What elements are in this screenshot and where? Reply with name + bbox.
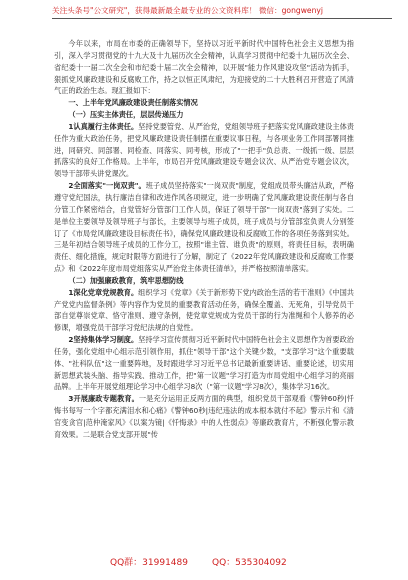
item-3-heading: 1深化党章党规教育。 xyxy=(68,287,139,297)
item-5-heading: 3开展廉政专题教育。 xyxy=(68,394,139,404)
item-2-paragraph xyxy=(54,180,354,275)
item-4-text: 坚持学习宣传贯彻习近平新时代中国特色社会主义思想作为首要政治任务，强化党组中心组示范引领作用，抓住"领导干部"这个关键少数，"支部学习"这个重要载体、"社科队伍"这一重要阵地，及时跟进学习习近平总书记最新重要讲话、重要论述，切实用新思想武装头脑、指导实践、推动工作，把"第一议题"学习打造为市局党组中心组学习的亮丽品牌。上半年开展党组理论学习中心组学习8次（"第一议题"学习8次），集体学习16次。 xyxy=(54,335,354,392)
item-5-paragraph xyxy=(54,393,354,440)
document-body xyxy=(54,38,354,441)
item-5-text: 一是充分运用正反两方面的典型，组织党员干部观看《警钟60秒|忏悔书每写一个字都充满泪水和心痛》《警钟60秒|违纪违法的成本根本就付不起》警示片和《清官变贪官|范仲淹家风》《以案为镜|《忏悔录》中的人性弱点》等廉政教育片，不断强化警示教育效果。二是联合党支部开展"传 xyxy=(54,394,354,439)
item-2-text: 班子成员坚持落实"一岗双责"制度，党组成员带头廉洁从政，严格遵守党纪国法，执行廉洁自律和改进作风各项规定，进一步明确了党风廉政建设责任制与各自分管工作紧密结合，自觉管好分管部门工作人员，保证了领导干部"一岗双责"落到了实处。二是单位主要领导及领导班子与部长，主要领导与班子成员，班子成员与分管部室负责人分别签订了《市局党风廉政建设目标责任书》，确保党风廉政建设和反腐败工作的各项任务落到实处。三是年初结合领导班子成员的工作分工，按照"谁主管、谁负责"的原则，将责任目标，表明确责任、细化措施，规定时限等方面进行了分解，制定了《2022年党风廉政建设和反腐败工作要点》和《2022年度市局党组落实从严治党主体责任清单》，并严格按照清单落实。 xyxy=(54,181,354,274)
footer-bar xyxy=(0,555,408,569)
item-3-text: 组织学习《党章》《关于新形势下党内政治生活的若干准则》《中国共产党党内监督条例》等内容作为党员的重要教育活动任务，确保全覆盖、无死角，引导党员干部自觉尊崇党章、恪守准则、遵守条例，使党章党规成为党员干部的行为准绳和个人修养的必修课，增强党员干部学习党纪法规的自觉性。 xyxy=(54,287,354,333)
footer-qq: QQ：535304092 xyxy=(212,558,287,568)
item-2-heading: 2全面落实"一岗双责"。 xyxy=(68,181,146,191)
item-1-heading: 1认真履行主体责任。 xyxy=(68,121,139,131)
item-3-paragraph xyxy=(54,287,354,334)
footer-qq-group: QQ群：31991489 xyxy=(110,558,188,568)
item-1-paragraph xyxy=(54,121,354,180)
item-1-text: 坚持党要管党、从严治党，党组领导班子把落实党风廉政建设主体责任作为重大政治任务，把党风廉政建设责任制摆在重要议事日程，与各项业务工作同部署同推进，同研究、同部署、同检查、同落实、同考核，形成了"一把手"负总责、一级抓一级、层层抓落实的良好工作格局。上半年，市局召开党风廉政建设专题会议次、从严治党专题会议次，领导干部带头讲党课次。 xyxy=(54,121,354,179)
banner-text: 关注头条号"公文研究"，获得最新最全最专业的公文资料库！ 微信：gongwenyj xyxy=(52,5,392,19)
subsection-2-title: （二）加强廉政教育，筑牢思想防线 xyxy=(68,275,184,285)
subsection-1-title: （一）压实主体责任，层层传递压力 xyxy=(68,110,184,120)
item-4-heading: 2坚持集体学习制度。 xyxy=(68,335,139,345)
item-4-paragraph xyxy=(54,334,354,393)
section-1-title: 一、上半年党风廉政建设责任制落实情况 xyxy=(68,98,198,108)
intro-paragraph: 今年以来，市局在市委的正确领导下，坚持以习近平新时代中国特色社会主义思想为指引，深入学习贯彻党的十九大及十九届历次全会精神，认真学习贯彻中纪委十九届历次全会、省纪委十一届二次全会和市纪委十届二次全会精神，以开展"能力作风建设攻坚"活动为抓手，狠抓党风廉政建设和反腐败工作，持之以恒正风肃纪，为迎接党的二十大胜利召开营造了风清气正的政治生态。现汇报如下： xyxy=(54,39,354,96)
top-banner xyxy=(0,0,408,40)
